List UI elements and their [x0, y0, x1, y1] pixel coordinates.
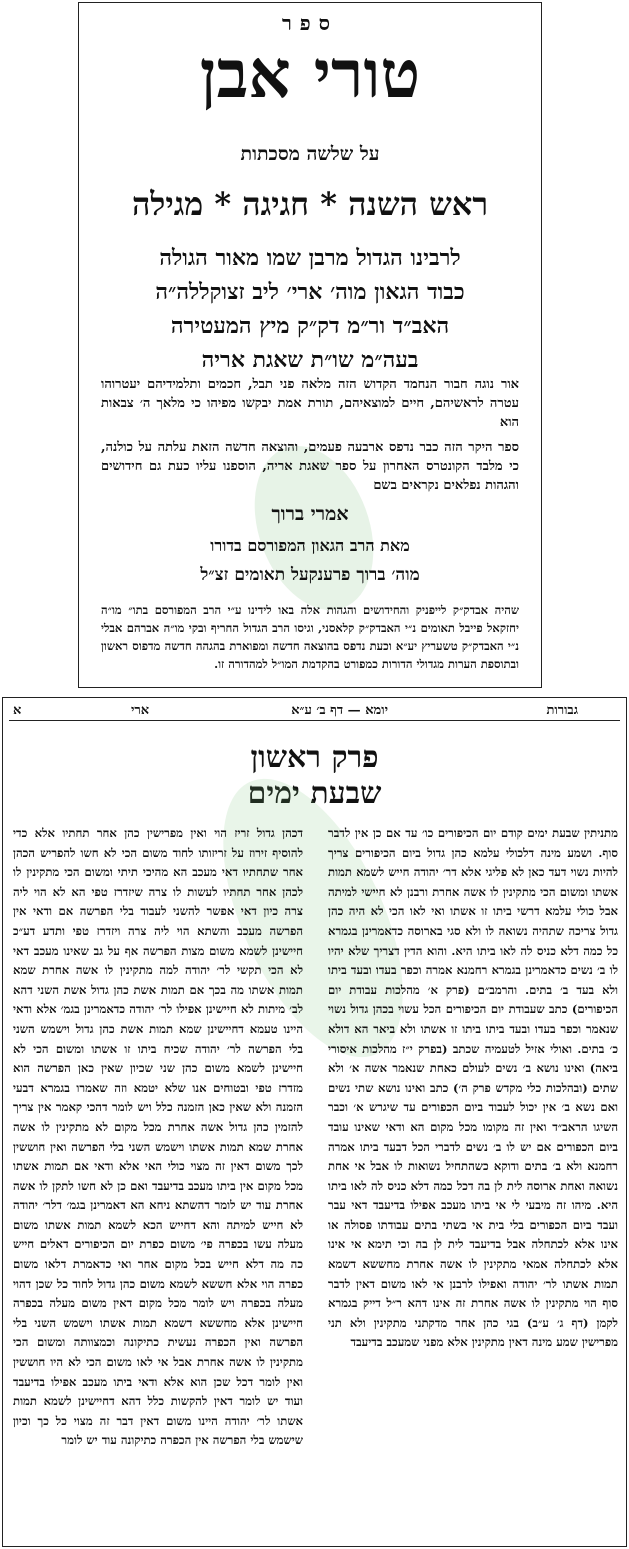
separator-star: *	[309, 185, 337, 223]
tractates-line	[79, 185, 541, 223]
author-block	[79, 241, 541, 377]
publisher-paragraph: שהיה אבדק״ק לייפניק והחידושים והגהות אלה באו לידינו ע״י הרב המפורסם בתו״ מו״ה יחזקאל פייבל תאומים נ״י האבדק״ק קלאסני, וגיסו הרב הגדול החריף ובקי מו״ה אברהם אבלי נ״י האבדק״ק טשעריץ יע״א וכעת נדפס בהוצאה חדשה ומפוארת בהגהה חדשה מדפוס ראשון ובתוספת הערות מגדולי הדורות כמפורט בהקדמת המו״ל למהדורה זו.	[101, 603, 519, 671]
header-divider	[9, 720, 620, 721]
page-letter: א	[13, 703, 22, 718]
author-line: בעה״מ שו״ת שאגת אריה	[201, 347, 419, 373]
supplement-title: אמרי ברוך	[271, 503, 349, 525]
text-column-right	[328, 824, 618, 1539]
edition-paragraph: ספר היקר הזה כבר נדפס ארבעה פעמים, והוצאה חדשה הזאת עלתה על כולנה, כי מלבד הקונטרס האחרון על ספר שאגת אריה, הוספנו עליו כעת גם חידושים והגהות נפלאים נקראים בשם	[101, 440, 519, 493]
header-center: יומא — דף ב׳ ע״א	[291, 703, 388, 718]
main-title: טורי אבן	[199, 35, 421, 113]
chapter-name: שבעת ימים	[247, 776, 382, 811]
supplement-author: מוה׳ ברוך פרענקעל תאומים זצ״ל	[200, 565, 420, 585]
tractate-name: ראש השנה	[348, 185, 489, 223]
tractate-name: מגילה	[131, 185, 204, 223]
column-text: מתניתין שבעת ימים קודם יום הכיפורים כו׳ עד אם כן אין לדבר סוף. ושמע מינה דלכולי עלמא כהן גדול ביום הכיפורים צריך להיות נשוי דעד כאן לא פליגי אלא דר׳ יהודה חייש לשמא תמות אשתו ומשום הכי מתקינין לו אשה אחרת ורבנן לא חיישי למיתה אבל כולי עלמא דרשי ביתו זו אשתו ואי לאו הכי לא היה כהן גדול צריכה שתהיה נשואה לו ולא סגי בארוסה כדאמרינן בגמרא כל כמה דלא כניס לה לאו ביתו היא. והוא הדין דצריך שלא יהיו לו ב׳ נשים כדאמרינן בגמרא רחמנא אמרה וכפר בעדו ובעד ביתו ולא בעד ב׳ בתים. והרמב״ם (פרק א׳ מהלכות עבודת יום הכיפורים) כתב שעבודת יום הכיפורים הכל עשוי בכהן גדול נשוי שנאמר וכפר בעדו ובעד ביתו ביתו זו אשתו ולא ביאר הא דולא כ׳ בתים. ואולי אזיל לטעמיה שכתב (בפרק י״ז מהלכות איסורי ביאה) ואינו נושא ב׳ נשים לעולם כאחת שנאמר אשה א׳ ולא שתים (ובהלכות כלי מקדש פרק ה׳) כתב ואינו נושא שתי נשים ואם נשא ב׳ אין יכול לעבוד ביום הכפורים עד שיגרש א׳ וכבר השיגו הראב״ד ואין זה מקומו מכל מקום הא ודאי שאינו עובד ביום הכפורים אם יש לו ב׳ נשים לדברי הכל דבעד ביתו אמרה רחמנא ולא ב׳ בתים ודוקא כשהתחיל נשואות לו אבל אי אחת נשואה ואחת ארוסה לית לן בה דכל כמה דלא כניס לה לאו ביתו היא. מיהו זה מיבעי לי אי ביתו מעכב אפילו בדיעבד דאי עבר ועבד ביום הכפורים בלי בית אי בשתי בתים עבודתו פסולה או אינו אלא לכתחלה אבל בדיעבד לית לן בה וכי תימא אי אינו אלא לכתחלה אמאי מתקינין לו אשה אחרת מחששא דשמא תמות אשתו לר׳ יהודה ואפילו לרבנן אי לאו משום דאין לדבר סוף הוי מתקינין לו אשה אחרת זה אינו דהא ר״ל דייק בגמרא לקמן (דף ג׳ ע״ב) בגי כהן אחר מדקתני מתקינין ולא תני מפרישין שמע מינה דאין מתקינין אלא מפני שמעכב בדיעבד	[328, 826, 618, 1350]
text-page	[2, 697, 627, 1547]
author-line: לרבינו הגדול מרבן שמו מאור הגולה	[159, 245, 461, 271]
intro-paragraph: אור נוגה חבור הנחמד הקדוש הזה מלאה פני תבל, חכמים ותלמידיהם יעטרוהו עטרה לראשיהם, חיים למוצאיהם, תורת אמת יבקשו מפיהו כי מלאך ה׳ צבאות הוא	[101, 377, 519, 430]
tractate-name: חגיגה	[242, 185, 310, 223]
author-line: האב״ד ור״מ דק״ק מיץ המעטירה	[170, 313, 450, 339]
header-right: גבורות	[546, 703, 578, 718]
title-page	[78, 2, 542, 688]
running-header	[11, 702, 618, 722]
separator-star: *	[203, 185, 232, 223]
text-column-left	[13, 824, 303, 1539]
subtitle-line: על שלשה מסכתות	[240, 143, 380, 165]
author-line: כבוד הגאון מוה׳ ארי׳ ליב זצוקללה״ה	[155, 279, 465, 305]
header-left: ארי	[131, 703, 150, 718]
chapter-number: פרק ראשון	[250, 740, 379, 775]
sefer-label: ספר	[281, 11, 339, 35]
column-text: דכהן גדול זריז הוי ואין מפרישין כהן אחר תחתיו אלא כדי להוסיף זירוז על זריזותו לחוד משום הכי לא חשו להפריש הכהן אחר שתחתיו דאי מעכב הא מהיכי תיתי ומשום הכי מתקינין לו לכהן אחר תחתיו לעשות לו צרה שיזדרז טפי הא לא הוי ליה צרה כיון דאי אפשר להשני לעבוד בלי הפרשה אם ודאי אין הפרשה מעכב והשתא הוי ליה צרה ויזדרז טפי ותדע דע״כ חיישינן לשמא משום מצות הפרשה אף על גב שאינו מעכב דאי לא הכי תקשי לר׳ יהודה למה מתקינין לו אשה אחרת שמא תמות אשתו מה בכך אם תמות אשת כהן גדול אשת השני דהא לב׳ מיתות לא חיישינן אפילו לר׳ יהודה כדאמרינן בגמ׳ אלא ודאי היינו טעמא דחיישינן שמא תמות אשת כהן גדול וישמש השני בלי הפרשה לר׳ יהודה שכיח ביתו זו אשתו ומשום הכי לא חיישינן לשמא משום כהן שני שכיון שאין כאן הפרשה הוא מזדרז טפי ובטוחים אנו שלא יטמא וזה שאמרו בגמרא דבעי הזמנה ולא שאין כאן הזמנה כלל ויש לומר דהכי קאמר אין צריך להזמין כהן גדול אשה אחרת מכל מקום לא מתקינין לו אשה אחרת שמא תמות אשתו וישמש השני בלי הפרשה ואין חוששין לכך משום דאין זה מצוי כולי האי אלא ודאי אם תמות אשתו מכל מקום אין ביתו מעכב בדיעבד ואם כן לא חשו לתקן לו אשה אחרת עוד יש לומר דהשתא ניחא הא דאמרינן בגמ׳ דלר׳ יהודה לא חייש למיתה והא דחייש הכא לשמא תמות אשתו משום מעלה עשו בכפרה פי׳ משום כפרת יום הכיפורים דאלים חייש כה מה דלא חייש בכל מקום אחר ואי כדאמרת דלאו משום כפרה הוי אלא חששא לשמא משום כהן גדול לחוד כל שכן דהוי מעלה בכפרה ויש לומר מכל מקום דאין משום מעלה בכפרה חיישינן אלא מחששא דשמא תמות אשתו וישמש השני בלי הפרשה ואין הכפרה נעשית כתיקונה וכמצוותה ומשום הכי מתקינין לו אשה אחרת אבל אי לאו משום הכי לא היו חוששין ואין לומר דכל שכן הוא אלא ודאי ביתו מעכב אפילו בדיעבד ועוד יש לומר דאין להקשות כלל דהא דחיישינן לשמא תמות אשתו לר׳ יהודה היינו משום דאין דבר זה מצוי כל כך וכיון שישמש בלי הפרשה אין הכפרה כתיקונה עוד יש לומר	[13, 826, 303, 1448]
supplement-by: מאת הרב הגאון המפורסם בדורו	[210, 536, 410, 555]
